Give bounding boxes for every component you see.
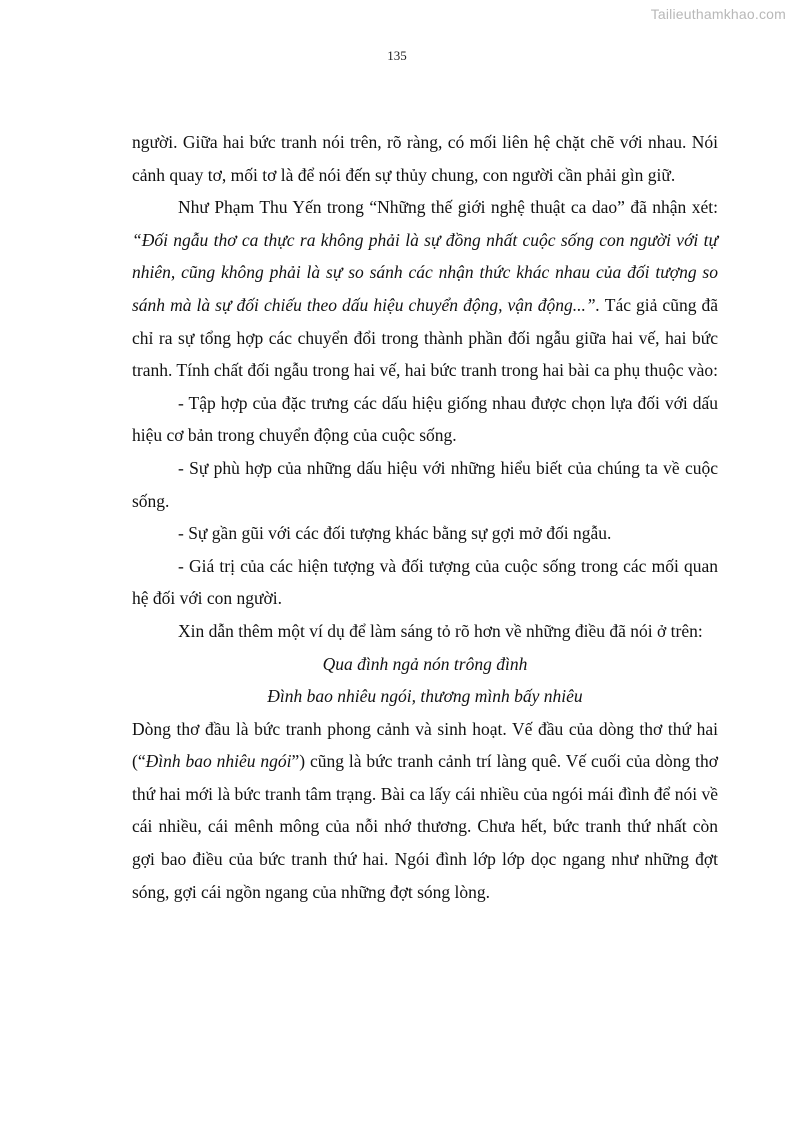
- watermark-text: Tailieuthamkhao.com: [650, 6, 786, 22]
- list-item: - Sự gần gũi với các đối tượng khác bằng sự gợi mở đối ngẫu.: [178, 523, 612, 544]
- quotation-text: “Đối ngẫu thơ ca thực ra không phải là sự đồng nhất cuộc sống con người với tự nhiên, cũng không phải là sự so sánh các nhận thức khác nhau của đối tượng so sánh mà là sự đối chiếu theo dấu hiệu chuyển động, vận động...”.: [132, 229, 718, 315]
- list-item: - Tập hợp của đặc trưng các dấu hiệu giống nhau được chọn lựa đối với dấu hiệu cơ bản trong chuyển động của cuộc sống.: [132, 392, 718, 446]
- paragraph-quotation: [132, 191, 718, 387]
- analysis-emphasis: Đình bao nhiêu ngói: [145, 751, 292, 772]
- document-body: [132, 126, 718, 908]
- list-item: - Sự phù hợp của những dấu hiệu với những hiểu biết của chúng ta về cuộc sống.: [132, 457, 718, 511]
- quotation-intro: Như Phạm Thu Yến trong “Những thế giới nghệ thuật ca dao” đã nhận xét:: [178, 197, 718, 218]
- list-item: - Giá trị của các hiện tượng và đối tượng của cuộc sống trong các mối quan hệ đối với con người.: [132, 555, 718, 609]
- analysis-text-b: ”) cũng là bức tranh cảnh trí làng quê. Vế cuối của dòng thơ thứ hai mới là bức tranh tâm trạng. Bài ca lấy cái nhiều của ngói mái đình để nói về cái nhiều, cái mênh mông của nỗi nhớ thương. Chưa hết, bức tranh thứ nhất còn gợi bao điều của bức tranh thứ hai. Ngói đình lớp lớp dọc ngang như những đợt sóng, gợi cái ngồn ngang của những đợt sóng lòng.: [132, 751, 718, 902]
- paragraph-analysis: [132, 713, 718, 909]
- analysis-text-a: Dòng thơ đầu là bức tranh phong cảnh và sinh hoạt. Vế đầu của dòng thơ thứ hai (“: [132, 718, 718, 772]
- paragraph-example-intro: Xin dẫn thêm một ví dụ để làm sáng tỏ rõ hơn về những điều đã nói ở trên:: [178, 620, 703, 641]
- quotation-followup: Tác giả cũng đã chỉ ra sự tổng hợp các chuyển đổi trong thành phần đối ngẫu giữa hai vế, hai bức tranh. Tính chất đối ngẫu trong hai vế, hai bức tranh trong hai bài ca phụ thuộc vào:: [132, 294, 719, 381]
- poem-line: Qua đình ngả nón trông đình: [322, 653, 528, 674]
- paragraph-continuation: người. Giữa hai bức tranh nói trên, rõ ràng, có mối liên hệ chặt chẽ với nhau. Nói cảnh quay tơ, mối tơ là để nói đến sự thủy chung, con người cần phải gìn giữ.: [132, 132, 718, 185]
- page-number: 135: [387, 48, 407, 63]
- poem-line: Đình bao nhiêu ngói, thương mình bấy nhiêu: [267, 686, 583, 707]
